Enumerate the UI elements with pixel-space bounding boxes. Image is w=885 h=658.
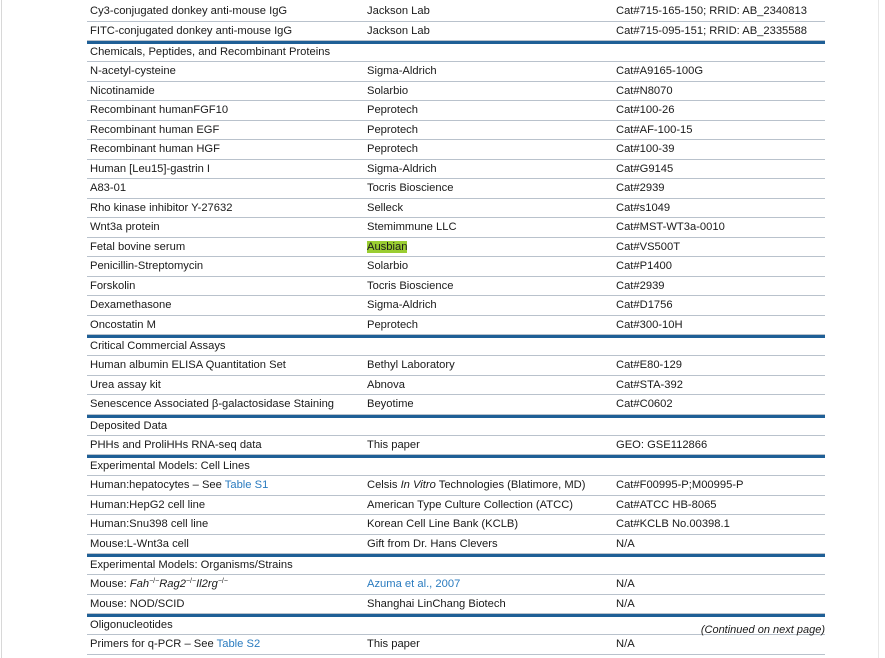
- reagent-cell: [90, 515, 208, 534]
- key-resources-table: [87, 2, 825, 655]
- table-row: [87, 121, 825, 141]
- section-header: [87, 554, 825, 575]
- source-cell: [367, 535, 498, 554]
- supplement-link[interactable]: Table S2: [216, 638, 261, 650]
- reagent-name: Mouse:L-Wnt3a cell: [90, 537, 189, 550]
- section-title: Chemicals, Peptides, and Recombinant Proteins: [90, 46, 331, 58]
- page-left-edge: [1, 0, 2, 658]
- source-cell: [367, 277, 453, 296]
- source-text: Selleck: [367, 201, 404, 214]
- identifier-cell: Cat#A9165-100G: [616, 65, 704, 77]
- gene-name: Il2rg: [196, 578, 218, 590]
- reagent-cell: [90, 356, 286, 375]
- source-text: Jackson Lab: [367, 5, 430, 17]
- table-row: [87, 218, 825, 238]
- identifier-cell: GEO: GSE112866: [616, 438, 708, 451]
- identifier-cell: N/A: [616, 578, 635, 590]
- reagent-cell: [90, 140, 220, 159]
- identifier-cell: Cat#N8070: [616, 84, 673, 97]
- table-row: [87, 140, 825, 160]
- reagent-cell: [90, 575, 228, 594]
- reagent-cell: [90, 218, 160, 237]
- source-text: Beyotime: [367, 398, 414, 410]
- section-title: Deposited Data: [90, 419, 168, 432]
- reagent-cell: [90, 2, 287, 21]
- source-cell: [367, 257, 408, 276]
- table-row: [87, 199, 825, 219]
- source-text: Peprotech: [367, 104, 418, 116]
- source-text: Technologies (Blatimore, MD): [435, 479, 586, 491]
- source-text: Korean Cell Line Bank (KCLB): [367, 518, 519, 530]
- identifier-cell: Cat#100-26: [616, 104, 675, 116]
- source-cell: [367, 238, 407, 257]
- reagent-name: Human albumin ELISA Quantitation Set: [90, 359, 286, 371]
- supplement-link[interactable]: Table S1: [224, 479, 269, 491]
- section-header: [87, 415, 825, 436]
- table-row: [87, 635, 825, 655]
- table-row: [87, 82, 825, 102]
- section-title: Experimental Models: Organisms/Strains: [90, 559, 293, 571]
- reagent-name: Primers for q-PCR – See: [90, 638, 217, 650]
- identifier-cell: Cat#F00995-P;M00995-P: [616, 479, 744, 491]
- source-text: Celsis: [367, 479, 401, 491]
- source-cell: [367, 575, 460, 594]
- table-row: [87, 22, 825, 42]
- reagent-name: Recombinant humanFGF10: [90, 104, 229, 116]
- reagent-name: Human:hepatocytes – See: [90, 479, 225, 491]
- reagent-cell: [90, 199, 232, 218]
- identifier-cell: Cat#STA-392: [616, 378, 683, 391]
- source-cell: [367, 436, 420, 455]
- reagent-cell: [90, 277, 135, 296]
- source-text: Tocris Bioscience: [367, 279, 454, 292]
- source-cell: [367, 376, 405, 395]
- table-row: [87, 515, 825, 535]
- identifier-cell: Cat#2939: [616, 279, 665, 292]
- source-text: Gift from Dr. Hans Clevers: [367, 537, 498, 550]
- reagent-name: Cy3-conjugated donkey anti-mouse IgG: [90, 5, 288, 17]
- identifier-cell: Cat#VS500T: [616, 240, 681, 253]
- source-cell: [367, 515, 518, 534]
- reagent-cell: [90, 595, 185, 614]
- source-cell: [367, 82, 408, 101]
- identifier-cell: Cat#s1049: [616, 201, 671, 214]
- table-row: [87, 356, 825, 376]
- table-row: [87, 257, 825, 277]
- source-cell: [367, 316, 418, 335]
- reagent-cell: [90, 238, 185, 257]
- reagent-cell: [90, 22, 292, 41]
- identifier-cell: N/A: [616, 537, 635, 550]
- source-text: Solarbio: [367, 260, 409, 272]
- source-text: Peprotech: [367, 143, 418, 155]
- table-row: [87, 316, 825, 336]
- identifier-cell: Cat#715-095-151; RRID: AB_2335588: [616, 24, 807, 37]
- table-row: [87, 535, 825, 555]
- table-row: [87, 436, 825, 456]
- source-text: This paper: [367, 638, 420, 650]
- table-row: [87, 476, 825, 496]
- reagent-name: Forskolin: [90, 279, 136, 292]
- source-cell: [367, 496, 573, 515]
- reagent-name: Penicillin-Streptomycin: [90, 260, 204, 272]
- source-italic: In Vitro: [400, 479, 436, 491]
- table-row: [87, 101, 825, 121]
- table-row: [87, 2, 825, 22]
- identifier-cell: Cat#MST-WT3a-0010: [616, 221, 725, 233]
- identifier-cell: Cat#100-39: [616, 143, 675, 155]
- source-cell: [367, 121, 418, 140]
- identifier-cell: Cat#ATCC HB-8065: [616, 498, 717, 511]
- table-row: [87, 376, 825, 396]
- reagent-cell: [90, 395, 334, 414]
- reagent-cell: [90, 82, 155, 101]
- reagent-name: N-acetyl-cysteine: [90, 65, 176, 77]
- source-cell: [367, 101, 418, 120]
- page-right-edge: [878, 0, 879, 658]
- reagent-cell: [90, 179, 126, 198]
- table-row: [87, 238, 825, 258]
- source-text: Abnova: [367, 378, 405, 391]
- table-row: [87, 179, 825, 199]
- reagent-name: Oncostatin M: [90, 318, 156, 331]
- reagent-name: Recombinant human EGF: [90, 123, 220, 136]
- reagent-name: Fetal bovine serum: [90, 240, 186, 253]
- source-cell: [367, 2, 430, 21]
- identifier-cell: N/A: [616, 638, 635, 650]
- section-header: [87, 335, 825, 356]
- reagent-name: Mouse: NOD/SCID: [90, 597, 185, 610]
- table-row: [87, 395, 825, 415]
- source-cell: [367, 476, 585, 495]
- source-cell: [367, 160, 437, 179]
- source-text: Peprotech: [367, 318, 418, 331]
- source-text: Sigma-Aldrich: [367, 162, 437, 175]
- identifier-cell: N/A: [616, 597, 635, 610]
- source-text: Peprotech: [367, 123, 418, 136]
- source-cell: [367, 395, 414, 414]
- reagent-cell: [90, 296, 171, 315]
- source-cell: [367, 218, 457, 237]
- reagent-cell: [90, 496, 205, 515]
- source-cell: [367, 179, 453, 198]
- source-cell: [367, 62, 437, 81]
- reagent-name: A83-01: [90, 182, 127, 194]
- reagent-name: Senescence Associated β-galactosidase Staining: [90, 398, 335, 410]
- genotype: −/−: [185, 578, 197, 585]
- reagent-cell: [90, 121, 219, 140]
- source-cell: [367, 595, 506, 614]
- reference-link[interactable]: Azuma et al., 2007: [367, 578, 461, 590]
- identifier-cell: Cat#E80-129: [616, 359, 682, 371]
- reagent-name: PHHs and ProliHHs RNA-seq data: [90, 438, 262, 451]
- source-text: Bethyl Laboratory: [367, 359, 455, 371]
- table-row: [87, 296, 825, 316]
- source-text: This paper: [367, 438, 420, 451]
- reagent-name: Urea assay kit: [90, 378, 161, 391]
- reagent-cell: [90, 316, 156, 335]
- reagent-cell: [90, 101, 228, 120]
- gene-name: Rag2: [159, 578, 186, 590]
- source-text: Solarbio: [367, 84, 409, 97]
- source-text: Sigma-Aldrich: [367, 299, 437, 311]
- reagent-cell: [90, 376, 161, 395]
- genotype: −/−: [149, 578, 160, 585]
- identifier-cell: Cat#300-10H: [616, 318, 683, 331]
- source-text: Sigma-Aldrich: [367, 65, 437, 77]
- source-cell: [367, 140, 418, 159]
- identifier-cell: Cat#G9145: [616, 162, 674, 175]
- reagent-cell: [90, 535, 189, 554]
- identifier-cell: Cat#P1400: [616, 260, 672, 272]
- identifier-cell: Cat#AF-100-15: [616, 123, 693, 136]
- source-cell: [367, 356, 455, 375]
- table-row: [87, 62, 825, 82]
- section-title: Experimental Models: Cell Lines: [90, 460, 250, 472]
- source-text: Tocris Bioscience: [367, 182, 454, 194]
- table-row: [87, 575, 825, 595]
- continued-note: (Continued on next page): [700, 624, 825, 636]
- identifier-cell: Cat#C0602: [616, 398, 673, 410]
- reagent-name: Recombinant human HGF: [90, 143, 220, 155]
- reagent-cell: [90, 476, 268, 495]
- section-title: Critical Commercial Assays: [90, 340, 226, 352]
- identifier-cell: Cat#KCLB No.00398.1: [616, 518, 730, 530]
- reagent-name: Human:HepG2 cell line: [90, 498, 206, 511]
- source-text: Stemimmune LLC: [367, 221, 457, 233]
- source-cell: [367, 296, 437, 315]
- source-text: American Type Culture Collection (ATCC): [367, 498, 574, 511]
- reagent-name: Dexamethasone: [90, 299, 172, 311]
- source-cell: [367, 22, 430, 41]
- reagent-name: FITC-conjugated donkey anti-mouse IgG: [90, 24, 293, 37]
- table-row: [87, 277, 825, 297]
- reagent-name: Human [Leu15]-gastrin I: [90, 162, 211, 175]
- source-cell: [367, 199, 403, 218]
- source-cell: [367, 635, 420, 654]
- section-title: Oligonucleotides: [90, 619, 173, 631]
- source-text: Ausbian: [367, 240, 408, 253]
- source-text: Shanghai LinChang Biotech: [367, 597, 506, 610]
- reagent-name: Nicotinamide: [90, 84, 155, 97]
- genotype: −/−: [217, 578, 228, 585]
- reagent-name: Wnt3a protein: [90, 221, 160, 233]
- section-header: [87, 455, 825, 476]
- source-text: Jackson Lab: [367, 24, 430, 37]
- gene-name: Fah: [129, 578, 150, 590]
- reagent-cell: [90, 436, 262, 455]
- reagent-name: Human:Snu398 cell line: [90, 518, 209, 530]
- reagent-prefix: Mouse:: [90, 578, 130, 590]
- reagent-cell: [90, 62, 176, 81]
- reagent-cell: [90, 160, 210, 179]
- identifier-cell: Cat#715-165-150; RRID: AB_2340813: [616, 5, 807, 17]
- reagent-cell: [90, 635, 260, 654]
- section-header: [87, 41, 825, 62]
- reagent-name: Rho kinase inhibitor Y-27632: [90, 201, 233, 214]
- table-row: [87, 595, 825, 615]
- table-row: [87, 160, 825, 180]
- reagent-cell: [90, 257, 203, 276]
- identifier-cell: Cat#D1756: [616, 299, 673, 311]
- identifier-cell: Cat#2939: [616, 182, 665, 194]
- table-row: [87, 496, 825, 516]
